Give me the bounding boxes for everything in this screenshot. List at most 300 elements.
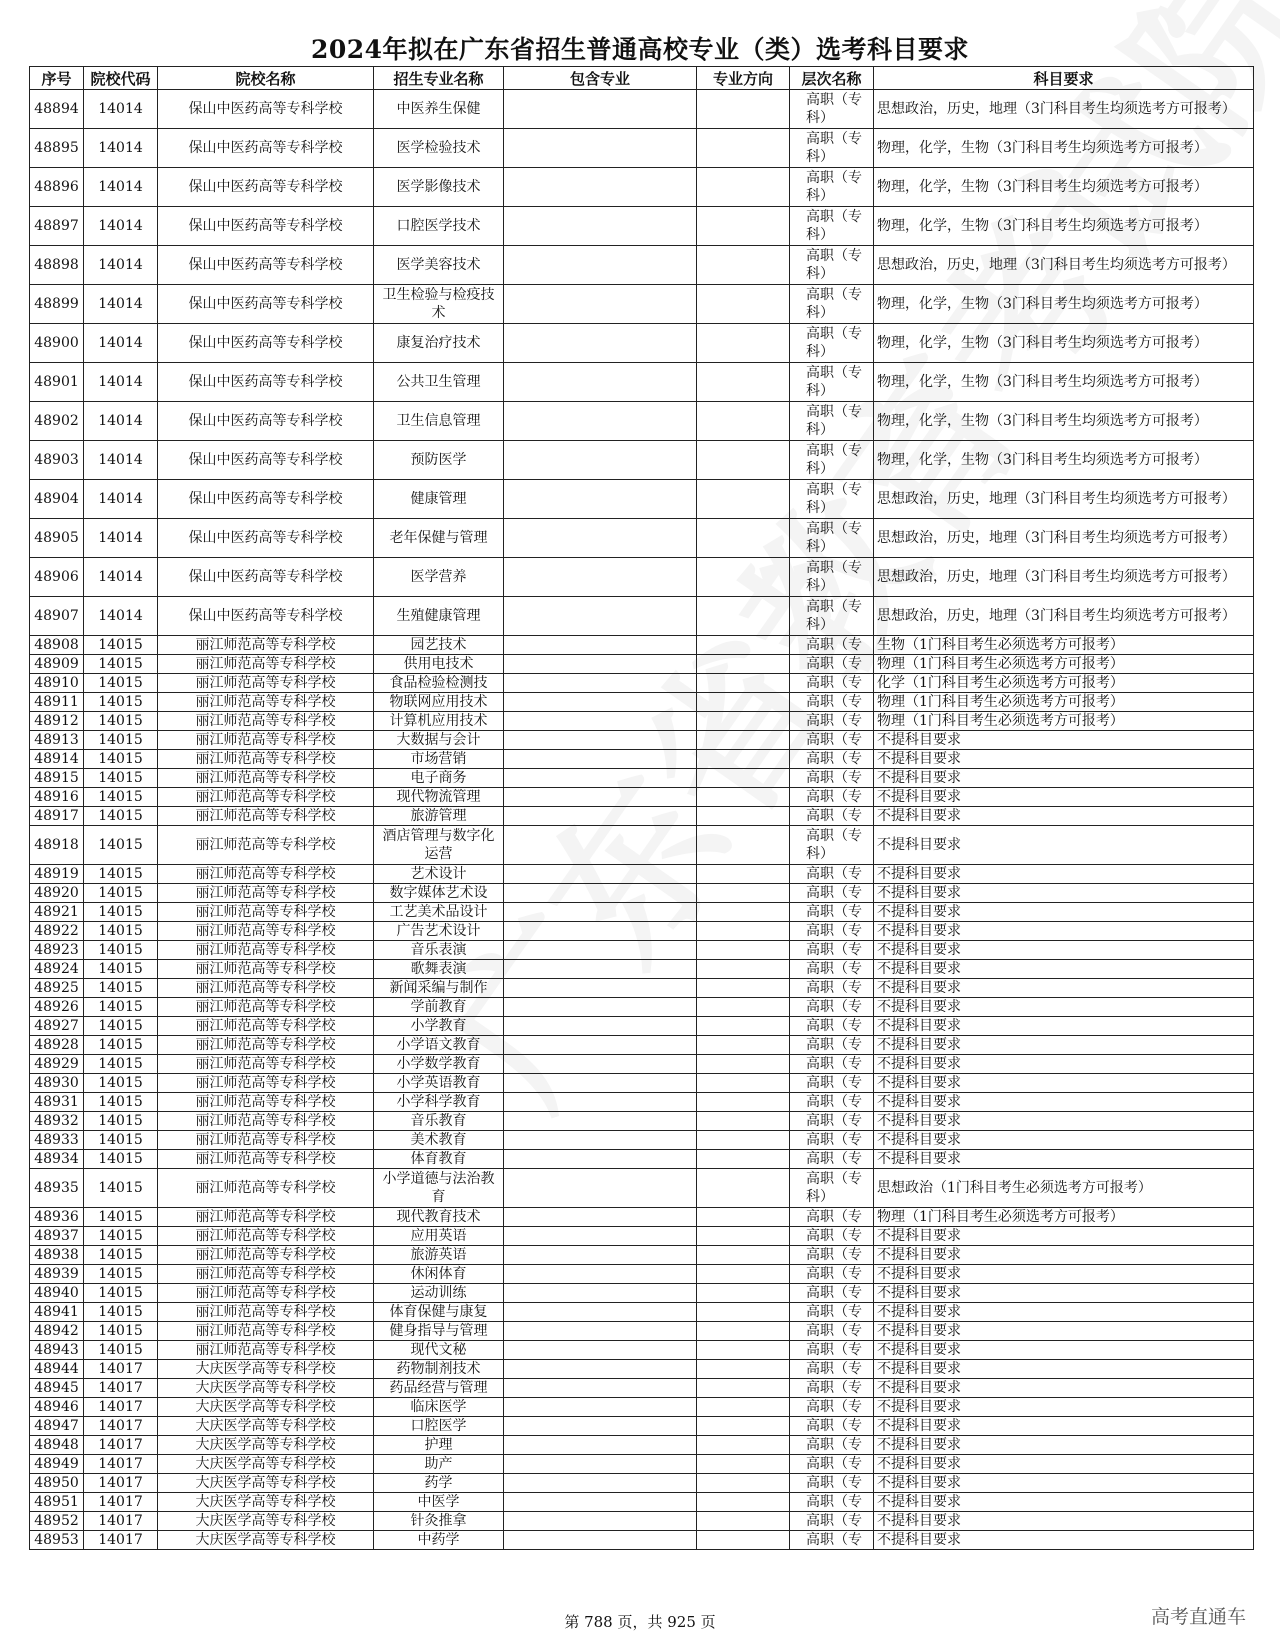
- cell-major: 学前教育: [374, 998, 504, 1017]
- cell-included: [504, 1379, 697, 1398]
- cell-direction: [697, 402, 790, 441]
- col-header-direction: 专业方向: [697, 67, 790, 90]
- cell-direction: [697, 731, 790, 750]
- cell-level: 高职（专科）: [790, 246, 874, 285]
- cell-code: 14015: [84, 1265, 158, 1284]
- cell-level: 高职（专: [790, 807, 874, 826]
- cell-major: 口腔医学: [374, 1417, 504, 1436]
- cell-requirement: 不提科目要求: [874, 960, 1254, 979]
- table-row: [30, 655, 1254, 674]
- cell-school: 丽江师范高等专科学校: [158, 998, 374, 1017]
- cell-direction: [697, 769, 790, 788]
- table-row: [30, 884, 1254, 903]
- cell-school: 保山中医药高等专科学校: [158, 597, 374, 636]
- cell-direction: [697, 1436, 790, 1455]
- table-row: [30, 558, 1254, 597]
- cell-major: 康复治疗技术: [374, 324, 504, 363]
- cell-direction: [697, 363, 790, 402]
- cell-level: 高职（专: [790, 1398, 874, 1417]
- cell-included: [504, 922, 697, 941]
- cell-major: 食品检验检测技: [374, 674, 504, 693]
- cell-requirement: 不提科目要求: [874, 731, 1254, 750]
- cell-level: 高职（专: [790, 1531, 874, 1550]
- cell-no: 48915: [30, 769, 84, 788]
- cell-level: 高职（专: [790, 1227, 874, 1246]
- cell-code: 14014: [84, 558, 158, 597]
- cell-included: [504, 1017, 697, 1036]
- cell-requirement: 物理（1门科目考生必须选考方可报考）: [874, 712, 1254, 731]
- cell-school: 大庆医学高等专科学校: [158, 1360, 374, 1379]
- cell-requirement: 不提科目要求: [874, 769, 1254, 788]
- cell-major: 物联网应用技术: [374, 693, 504, 712]
- cell-code: 14015: [84, 1150, 158, 1169]
- cell-no: 48949: [30, 1455, 84, 1474]
- cell-code: 14015: [84, 1303, 158, 1322]
- cell-school: 丽江师范高等专科学校: [158, 1246, 374, 1265]
- cell-level: 高职（专: [790, 712, 874, 731]
- cell-requirement: 不提科目要求: [874, 1093, 1254, 1112]
- cell-school: 保山中医药高等专科学校: [158, 90, 374, 129]
- cell-school: 丽江师范高等专科学校: [158, 712, 374, 731]
- cell-direction: [697, 960, 790, 979]
- table-row: [30, 1017, 1254, 1036]
- cell-level: 高职（专: [790, 1474, 874, 1493]
- cell-included: [504, 1112, 697, 1131]
- cell-level: 高职（专: [790, 1436, 874, 1455]
- cell-major: 药物制剂技术: [374, 1360, 504, 1379]
- table-row: [30, 1036, 1254, 1055]
- cell-requirement: 思想政治，历史，地理（3门科目考生均须选考方可报考）: [874, 246, 1254, 285]
- cell-major: 歌舞表演: [374, 960, 504, 979]
- cell-school: 丽江师范高等专科学校: [158, 1112, 374, 1131]
- table-row: [30, 903, 1254, 922]
- cell-direction: [697, 324, 790, 363]
- cell-requirement: 物理，化学，生物（3门科目考生均须选考方可报考）: [874, 285, 1254, 324]
- cell-level: 高职（专科）: [790, 1169, 874, 1208]
- cell-school: 大庆医学高等专科学校: [158, 1398, 374, 1417]
- cell-school: 丽江师范高等专科学校: [158, 1322, 374, 1341]
- cell-direction: [697, 1036, 790, 1055]
- table-row: [30, 1531, 1254, 1550]
- table-row: [30, 1341, 1254, 1360]
- cell-included: [504, 884, 697, 903]
- cell-major: 美术教育: [374, 1131, 504, 1150]
- cell-included: [504, 207, 697, 246]
- table-row: [30, 1303, 1254, 1322]
- cell-school: 丽江师范高等专科学校: [158, 903, 374, 922]
- table-row: [30, 1055, 1254, 1074]
- cell-no: 48939: [30, 1265, 84, 1284]
- cell-code: 14015: [84, 941, 158, 960]
- cell-direction: [697, 807, 790, 826]
- cell-no: 48900: [30, 324, 84, 363]
- cell-code: 14017: [84, 1455, 158, 1474]
- cell-school: 丽江师范高等专科学校: [158, 1303, 374, 1322]
- cell-requirement: 物理，化学，生物（3门科目考生均须选考方可报考）: [874, 168, 1254, 207]
- cell-requirement: 不提科目要求: [874, 1265, 1254, 1284]
- cell-school: 丽江师范高等专科学校: [158, 750, 374, 769]
- cell-direction: [697, 597, 790, 636]
- cell-school: 丽江师范高等专科学校: [158, 731, 374, 750]
- cell-school: 丽江师范高等专科学校: [158, 1284, 374, 1303]
- cell-no: 48916: [30, 788, 84, 807]
- cell-included: [504, 1474, 697, 1493]
- table-row: [30, 402, 1254, 441]
- cell-direction: [697, 1208, 790, 1227]
- cell-major: 酒店管理与数字化运营: [374, 826, 504, 865]
- table-row: [30, 207, 1254, 246]
- cell-requirement: 生物（1门科目考生必须选考方可报考）: [874, 636, 1254, 655]
- cell-direction: [697, 1074, 790, 1093]
- cell-no: 48946: [30, 1398, 84, 1417]
- cell-no: 48910: [30, 674, 84, 693]
- cell-requirement: 化学（1门科目考生必须选考方可报考）: [874, 674, 1254, 693]
- cell-major: 大数据与会计: [374, 731, 504, 750]
- cell-no: 48906: [30, 558, 84, 597]
- table-row: [30, 324, 1254, 363]
- cell-level: 高职（专: [790, 998, 874, 1017]
- cell-included: [504, 1512, 697, 1531]
- cell-major: 健身指导与管理: [374, 1322, 504, 1341]
- cell-requirement: 不提科目要求: [874, 826, 1254, 865]
- cell-no: 48899: [30, 285, 84, 324]
- cell-requirement: 不提科目要求: [874, 1112, 1254, 1131]
- table-row: [30, 826, 1254, 865]
- cell-school: 丽江师范高等专科学校: [158, 1017, 374, 1036]
- table-row: [30, 1417, 1254, 1436]
- cell-direction: [697, 903, 790, 922]
- cell-school: 保山中医药高等专科学校: [158, 558, 374, 597]
- cell-no: 48933: [30, 1131, 84, 1150]
- table-header-row: [30, 67, 1254, 90]
- cell-requirement: 不提科目要求: [874, 1074, 1254, 1093]
- cell-included: [504, 693, 697, 712]
- cell-no: 48895: [30, 129, 84, 168]
- cell-major: 小学数学教育: [374, 1055, 504, 1074]
- cell-included: [504, 90, 697, 129]
- cell-school: 大庆医学高等专科学校: [158, 1474, 374, 1493]
- table-row: [30, 363, 1254, 402]
- cell-major: 医学检验技术: [374, 129, 504, 168]
- cell-school: 丽江师范高等专科学校: [158, 826, 374, 865]
- cell-no: 48894: [30, 90, 84, 129]
- cell-level: 高职（专: [790, 731, 874, 750]
- cell-code: 14015: [84, 979, 158, 998]
- table-row: [30, 693, 1254, 712]
- cell-included: [504, 285, 697, 324]
- cell-direction: [697, 1169, 790, 1208]
- cell-major: 小学语文教育: [374, 1036, 504, 1055]
- cell-requirement: 不提科目要求: [874, 979, 1254, 998]
- cell-major: 老年保健与管理: [374, 519, 504, 558]
- cell-included: [504, 1436, 697, 1455]
- cell-code: 14014: [84, 90, 158, 129]
- cell-major: 公共卫生管理: [374, 363, 504, 402]
- cell-included: [504, 1493, 697, 1512]
- cell-major: 供用电技术: [374, 655, 504, 674]
- cell-included: [504, 1303, 697, 1322]
- cell-requirement: 思想政治，历史，地理（3门科目考生均须选考方可报考）: [874, 558, 1254, 597]
- table-row: [30, 519, 1254, 558]
- cell-included: [504, 1455, 697, 1474]
- cell-level: 高职（专: [790, 1112, 874, 1131]
- cell-direction: [697, 1322, 790, 1341]
- cell-level: 高职（专: [790, 979, 874, 998]
- table-row: [30, 1074, 1254, 1093]
- cell-school: 保山中医药高等专科学校: [158, 519, 374, 558]
- cell-major: 现代文秘: [374, 1341, 504, 1360]
- cell-included: [504, 246, 697, 285]
- cell-code: 14014: [84, 363, 158, 402]
- cell-no: 48924: [30, 960, 84, 979]
- table-row: [30, 788, 1254, 807]
- cell-no: 48934: [30, 1150, 84, 1169]
- cell-school: 大庆医学高等专科学校: [158, 1493, 374, 1512]
- cell-direction: [697, 1360, 790, 1379]
- cell-code: 14015: [84, 998, 158, 1017]
- cell-school: 丽江师范高等专科学校: [158, 636, 374, 655]
- table-row: [30, 1360, 1254, 1379]
- table-row: [30, 731, 1254, 750]
- cell-major: 计算机应用技术: [374, 712, 504, 731]
- cell-included: [504, 1055, 697, 1074]
- cell-code: 14017: [84, 1436, 158, 1455]
- cell-code: 14014: [84, 441, 158, 480]
- cell-major: 医学营养: [374, 558, 504, 597]
- cell-level: 高职（专: [790, 655, 874, 674]
- table-row: [30, 1227, 1254, 1246]
- cell-included: [504, 807, 697, 826]
- cell-included: [504, 903, 697, 922]
- cell-no: 48917: [30, 807, 84, 826]
- cell-direction: [697, 1531, 790, 1550]
- cell-code: 14015: [84, 1017, 158, 1036]
- cell-school: 丽江师范高等专科学校: [158, 1150, 374, 1169]
- cell-direction: [697, 480, 790, 519]
- cell-major: 小学道德与法治教育: [374, 1169, 504, 1208]
- cell-direction: [697, 1398, 790, 1417]
- cell-included: [504, 1360, 697, 1379]
- cell-school: 丽江师范高等专科学校: [158, 1055, 374, 1074]
- table-row: [30, 129, 1254, 168]
- cell-level: 高职（专科）: [790, 402, 874, 441]
- cell-code: 14014: [84, 129, 158, 168]
- cell-requirement: 不提科目要求: [874, 1036, 1254, 1055]
- cell-included: [504, 998, 697, 1017]
- table-row: [30, 1246, 1254, 1265]
- cell-level: 高职（专: [790, 1017, 874, 1036]
- cell-included: [504, 979, 697, 998]
- cell-level: 高职（专: [790, 1131, 874, 1150]
- cell-level: 高职（专科）: [790, 324, 874, 363]
- cell-school: 丽江师范高等专科学校: [158, 960, 374, 979]
- cell-direction: [697, 750, 790, 769]
- cell-level: 高职（专: [790, 1284, 874, 1303]
- table-row: [30, 90, 1254, 129]
- cell-code: 14017: [84, 1379, 158, 1398]
- cell-no: 48940: [30, 1284, 84, 1303]
- cell-code: 14015: [84, 1169, 158, 1208]
- cell-no: 48947: [30, 1417, 84, 1436]
- cell-code: 14015: [84, 1112, 158, 1131]
- cell-code: 14015: [84, 655, 158, 674]
- cell-level: 高职（专: [790, 922, 874, 941]
- cell-level: 高职（专科）: [790, 129, 874, 168]
- cell-direction: [697, 246, 790, 285]
- cell-requirement: 不提科目要求: [874, 1303, 1254, 1322]
- cell-major: 药品经营与管理: [374, 1379, 504, 1398]
- table-row: [30, 285, 1254, 324]
- cell-major: 广告艺术设计: [374, 922, 504, 941]
- cell-level: 高职（专: [790, 941, 874, 960]
- cell-included: [504, 636, 697, 655]
- cell-level: 高职（专科）: [790, 285, 874, 324]
- cell-level: 高职（专: [790, 750, 874, 769]
- table-row: [30, 1265, 1254, 1284]
- cell-major: 应用英语: [374, 1227, 504, 1246]
- table-row: [30, 246, 1254, 285]
- cell-major: 现代物流管理: [374, 788, 504, 807]
- cell-no: 48904: [30, 480, 84, 519]
- table-row: [30, 1112, 1254, 1131]
- cell-requirement: 思想政治，历史，地理（3门科目考生均须选考方可报考）: [874, 90, 1254, 129]
- cell-code: 14015: [84, 865, 158, 884]
- table-row: [30, 1131, 1254, 1150]
- cell-included: [504, 712, 697, 731]
- cell-major: 临床医学: [374, 1398, 504, 1417]
- cell-level: 高职（专: [790, 788, 874, 807]
- cell-direction: [697, 1474, 790, 1493]
- cell-level: 高职（专: [790, 960, 874, 979]
- cell-direction: [697, 636, 790, 655]
- cell-included: [504, 1074, 697, 1093]
- cell-included: [504, 129, 697, 168]
- cell-code: 14015: [84, 1284, 158, 1303]
- cell-requirement: 不提科目要求: [874, 1493, 1254, 1512]
- cell-included: [504, 769, 697, 788]
- cell-level: 高职（专科）: [790, 441, 874, 480]
- cell-level: 高职（专: [790, 903, 874, 922]
- cell-included: [504, 519, 697, 558]
- cell-code: 14015: [84, 693, 158, 712]
- table-row: [30, 1208, 1254, 1227]
- table-row: [30, 960, 1254, 979]
- cell-major: 助产: [374, 1455, 504, 1474]
- cell-included: [504, 480, 697, 519]
- cell-level: 高职（专科）: [790, 826, 874, 865]
- cell-requirement: 不提科目要求: [874, 1284, 1254, 1303]
- cell-major: 卫生信息管理: [374, 402, 504, 441]
- cell-included: [504, 1322, 697, 1341]
- cell-code: 14014: [84, 207, 158, 246]
- cell-school: 保山中医药高等专科学校: [158, 168, 374, 207]
- cell-level: 高职（专科）: [790, 480, 874, 519]
- cell-level: 高职（专: [790, 1455, 874, 1474]
- cell-level: 高职（专: [790, 1341, 874, 1360]
- cell-no: 48901: [30, 363, 84, 402]
- cell-major: 音乐表演: [374, 941, 504, 960]
- cell-major: 中医养生保健: [374, 90, 504, 129]
- cell-level: 高职（专科）: [790, 597, 874, 636]
- cell-direction: [697, 1284, 790, 1303]
- cell-no: 48919: [30, 865, 84, 884]
- cell-direction: [697, 1055, 790, 1074]
- cell-requirement: 思想政治（1门科目考生必须选考方可报考）: [874, 1169, 1254, 1208]
- cell-direction: [697, 979, 790, 998]
- cell-code: 14014: [84, 519, 158, 558]
- cell-code: 14015: [84, 769, 158, 788]
- cell-no: 48936: [30, 1208, 84, 1227]
- cell-no: 48905: [30, 519, 84, 558]
- cell-school: 丽江师范高等专科学校: [158, 1227, 374, 1246]
- cell-code: 14015: [84, 826, 158, 865]
- cell-direction: [697, 1379, 790, 1398]
- cell-requirement: 不提科目要求: [874, 1322, 1254, 1341]
- cell-major: 新闻采编与制作: [374, 979, 504, 998]
- cell-requirement: 不提科目要求: [874, 807, 1254, 826]
- cell-code: 14015: [84, 1322, 158, 1341]
- cell-direction: [697, 207, 790, 246]
- cell-code: 14015: [84, 960, 158, 979]
- cell-requirement: 不提科目要求: [874, 1341, 1254, 1360]
- cell-major: 口腔医学技术: [374, 207, 504, 246]
- table-row: [30, 750, 1254, 769]
- cell-direction: [697, 884, 790, 903]
- cell-no: 48918: [30, 826, 84, 865]
- cell-no: 48911: [30, 693, 84, 712]
- cell-school: 保山中医药高等专科学校: [158, 285, 374, 324]
- cell-direction: [697, 558, 790, 597]
- cell-level: 高职（专: [790, 693, 874, 712]
- cell-level: 高职（专: [790, 1074, 874, 1093]
- cell-requirement: 不提科目要求: [874, 1246, 1254, 1265]
- cell-major: 运动训练: [374, 1284, 504, 1303]
- cell-requirement: 不提科目要求: [874, 1398, 1254, 1417]
- cell-no: 48921: [30, 903, 84, 922]
- col-header-no: 序号: [30, 67, 84, 90]
- cell-no: 48903: [30, 441, 84, 480]
- cell-direction: [697, 1512, 790, 1531]
- table-row: [30, 597, 1254, 636]
- cell-level: 高职（专: [790, 1303, 874, 1322]
- cell-level: 高职（专科）: [790, 207, 874, 246]
- cell-school: 丽江师范高等专科学校: [158, 655, 374, 674]
- cell-school: 丽江师范高等专科学校: [158, 884, 374, 903]
- cell-school: 丽江师范高等专科学校: [158, 807, 374, 826]
- cell-code: 14017: [84, 1493, 158, 1512]
- cell-major: 中医学: [374, 1493, 504, 1512]
- cell-level: 高职（专科）: [790, 558, 874, 597]
- cell-direction: [697, 712, 790, 731]
- cell-level: 高职（专: [790, 1360, 874, 1379]
- cell-level: 高职（专: [790, 1417, 874, 1436]
- cell-included: [504, 1398, 697, 1417]
- cell-major: 生殖健康管理: [374, 597, 504, 636]
- cell-direction: [697, 1341, 790, 1360]
- cell-included: [504, 750, 697, 769]
- cell-no: 48931: [30, 1093, 84, 1112]
- cell-requirement: 不提科目要求: [874, 865, 1254, 884]
- cell-code: 14015: [84, 1093, 158, 1112]
- cell-level: 高职（专: [790, 1493, 874, 1512]
- cell-school: 大庆医学高等专科学校: [158, 1512, 374, 1531]
- cell-requirement: 不提科目要求: [874, 941, 1254, 960]
- cell-direction: [697, 1265, 790, 1284]
- cell-included: [504, 1036, 697, 1055]
- cell-major: 数字媒体艺术设: [374, 884, 504, 903]
- cell-direction: [697, 1017, 790, 1036]
- cell-no: 48896: [30, 168, 84, 207]
